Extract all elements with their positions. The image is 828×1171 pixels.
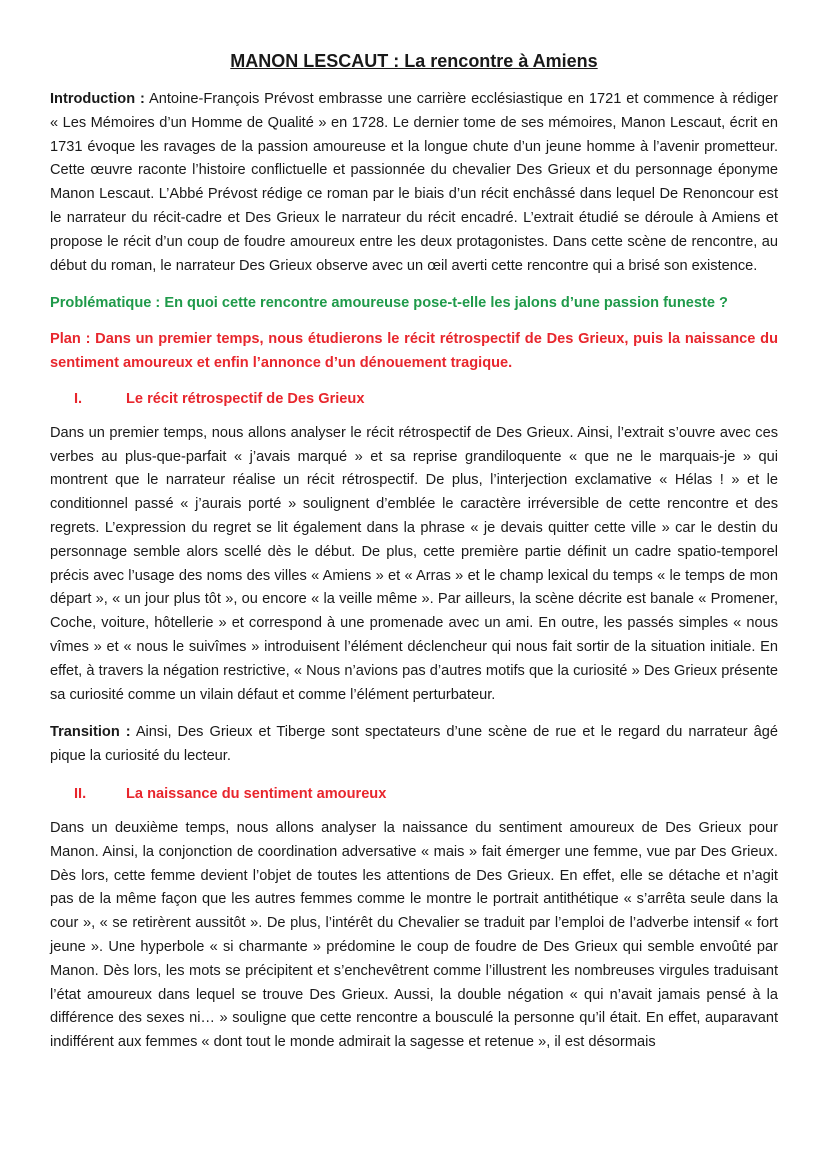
section-title-2: La naissance du sentiment amoureux: [126, 785, 387, 802]
transition-text: Ainsi, Des Grieux et Tiberge sont spectateurs d’une scène de rue et le regard du narrateur âgé pique la curiosité du lecteur.: [50, 724, 779, 765]
section-number-2: II.: [74, 785, 87, 802]
transition-label: Transition :: [50, 724, 131, 741]
plan: Plan : Dans un premier temps, nous étudierons le récit rétrospectif de Des Grieux, puis la naissance du sentiment amoureux et enfin l’annonce d’un dénouement tragique.: [50, 331, 778, 371]
introduction-text: Antoine-François Prévost embrasse une carrière ecclésiastique en 1721 et commence à rédiger « Les Mémoires d’un Homme de Qualité » en 1728. Le dernier tome de ses mémoires, Manon Lescaut, écrit en 1731 évoque les ravages de la passion amoureuse et la longue chute d’un jeune homme à l’avenir prometteur. Cette œuvre raconte l’histoire conflictuelle et passionnée du chevalier Des Grieux et du personnage éponyme Manon Lescaut. L’Abbé Prévost rédige ce roman par le biais d’un récit enchâssé dans lequel De Renoncour est le narrateur du récit-cadre et Des Grieux le narrateur du récit encadré. L’extrait étudié se déroule à Amiens et propose le récit d’un coup de foudre amoureux entre les deux protagonistes. Dans cette scène de rencontre, au début du roman, le narrateur Des Grieux observe avec un œil averti cette rencontre qui a brisé son existence.: [50, 91, 778, 274]
transition-paragraph: [50, 721, 778, 769]
section-title-1: Le récit rétrospectif de Des Grieux: [126, 390, 365, 407]
introduction-paragraph: [50, 88, 778, 278]
section-heading-2: [50, 783, 778, 805]
problematique: Problématique : En quoi cette rencontre amoureuse pose-t-elle les jalons d’une passion funeste ?: [50, 295, 728, 312]
introduction-label: Introduction :: [50, 91, 145, 107]
section-heading-1: [50, 388, 778, 410]
section-text-2: Dans un deuxième temps, nous allons analyser la naissance du sentiment amoureux de Des Grieux pour Manon. Ainsi, la conjonction de coordination adversative « mais » fait émerger une femme, vue par Des Grieux. Dès lors, cette femme devient l’objet de toutes les attentions de Des Grieux. En effet, elle se détache et n’agit pas de la même façon que les autres femmes comme le montre le portrait antithétique « s’arrêta seule dans la cour », « se retirèrent aussitôt ». De plus, l’intérêt du Chevalier se traduit par l’emploi de l’adverbe intensif « fort jeune ». Une hyperbole « si charmante » prédomine le coup de foudre de Des Grieux qui semble envoûté par Manon. Dès lors, les mots se précipitent et s’enchevêtrent comme l’illustrent les nombreuses virgules traduisant l’état amoureux dans lequel se trouve Des Grieux. Aussi, la double négation « qui n’avait jamais pensé à la différence des sexes ni… » souligne que cette rencontre a bousculé la personne qu’il était. En effet, auparavant indifférent aux femmes « dont tout le monde admirait la sagesse et retenue », il est désormais: [50, 819, 778, 1051]
section-text-1: Dans un premier temps, nous allons analyser le récit rétrospectif de Des Grieux. Ainsi, l’extrait s’ouvre avec ces verbes au plus-que-parfait « j’avais marqué » et sa reprise grandiloquente « que ne le marquais-je » qui montrent que le narrateur réalise un récit rétrospectif. De plus, l’interjection exclamative « Hélas ! » et le conditionnel passé « j’aurais porté » soulignent d’emblée le caractère irréversible de cette rencontre et des regrets. L’expression du regret se lit également dans la phrase « je devais quitter cette ville » car le destin du personnage semble alors scellé dès le début. De plus, cette première partie définit un cadre spatio-temporel précis avec l’usage des noms des villes « Amiens » et « Arras » et le champ lexical du temps « le temps de mon départ », « un jour plus tôt », ou encore « la veille même ». Par ailleurs, la scène décrite est banale « Promener, Coche, voiture, hôtellerie » et correspond à une promenade avec un ami. En outre, les passés simples « nous vîmes » et « nous le suivîmes » introduisent l’élément déclencheur qui nous fait sortir de la situation initiale. En effet, à travers la négation restrictive, « Nous n’avions pas d’autres motifs que la curiosité » Des Grieux présente sa curiosité comme un vilain défaut et comme l’élément perturbateur.: [50, 424, 778, 703]
section-number-1: I.: [74, 390, 83, 407]
document-title: MANON LESCAUT : La rencontre à Amiens: [230, 51, 598, 71]
